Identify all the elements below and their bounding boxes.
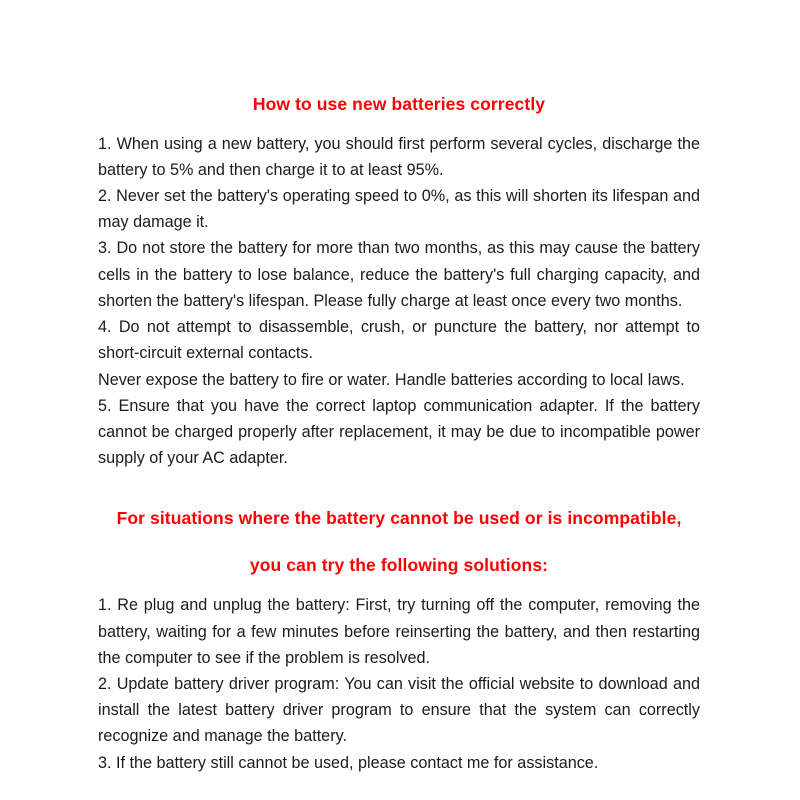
paragraph-1-6: 5. Ensure that you have the correct laptop communication adapter. If the battery cannot be charged properly after replacement, it may be due to incompatible power supply of your AC adapter. xyxy=(98,396,700,468)
paragraph-1-1: 1. When using a new battery, you should first perform several cycles, discharge the battery to 5% and then charge it to at least 95%. xyxy=(98,134,700,179)
paragraph-1-5: Never expose the battery to fire or water. Handle batteries according to local laws. xyxy=(98,370,685,389)
paragraph-1-3: 3. Do not store the battery for more than two months, as this may cause the battery cells in the battery to lose balance, reduce the battery's full charging capacity, and shorten the battery's lifespan. Please fully charge at least once every two months. xyxy=(98,239,700,310)
section-2-body xyxy=(98,592,700,776)
section-1-body xyxy=(98,131,700,472)
paragraph-1-4: 4. Do not attempt to disassemble, crush, or puncture the battery, nor attempt to short-circuit external contacts. xyxy=(98,318,700,363)
section-spacer xyxy=(98,472,700,506)
heading-line-spacer xyxy=(102,531,696,553)
paragraph-2-1: 1. Re plug and unplug the battery: First, try turning off the computer, removing the battery, waiting for a few minutes before reinserting the battery, and then restarting the computer to see if the problem is resolved. xyxy=(98,596,700,667)
heading-body-spacer xyxy=(98,578,700,592)
paragraph-1-2: 2. Never set the battery's operating speed to 0%, as this will shorten its lifespan and may damage it. xyxy=(98,186,700,232)
section-1-heading: How to use new batteries correctly xyxy=(252,94,546,114)
section-2-heading-line-2: you can try the following solutions: xyxy=(249,554,549,575)
paragraph-2-2: 2. Update battery driver program: You can visit the official website to download and install the latest battery driver program to ensure that the system can correctly recognize and manage the battery. xyxy=(98,675,700,746)
section-2-heading-line-1: For situations where the battery cannot be used or is incompatible, xyxy=(116,507,682,528)
section-2-heading-group xyxy=(98,506,700,579)
paragraph-2-3: 3. If the battery still cannot be used, please contact me for assistance. xyxy=(98,753,599,772)
